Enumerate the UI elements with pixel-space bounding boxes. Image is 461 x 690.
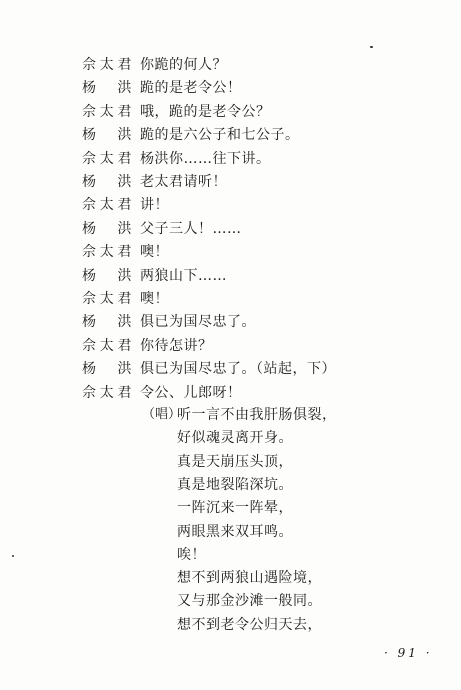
lyric-line: 一阵沉来一阵晕， (177, 500, 293, 516)
speaker-name: 佘 太 君 (82, 385, 132, 401)
speaker-name: 杨 洪 (82, 268, 132, 284)
lyric-line: 听一言不由我肝肠俱裂， (177, 407, 337, 423)
speaker-name: 杨 洪 (82, 174, 132, 190)
ink-speck (12, 555, 14, 557)
speaker-name: 佘 太 君 (82, 104, 132, 120)
speaker-name: 杨 洪 (82, 314, 132, 330)
sing-cue: （唱） (142, 407, 182, 422)
speech-text: 俱已为国尽忠了。（站起，下） (140, 361, 336, 377)
speaker-name: 佘 太 君 (82, 291, 132, 307)
speech-text: 你待怎讲？ (140, 338, 213, 354)
speech-text: 跪的是老令公！ (140, 80, 242, 96)
page-number: · 91 · (384, 646, 433, 660)
speech-text: 老太君请听！ (140, 174, 227, 190)
speech-text: 杨洪你……往下讲。 (140, 151, 271, 167)
speaker-name: 佘 太 君 (82, 244, 132, 260)
speech-text: 跪的是六公子和七公子。 (140, 127, 300, 143)
speech-text: 令公、儿郎呀！ (140, 385, 242, 401)
lyric-line: 两眼黑来双耳鸣。 (177, 524, 293, 540)
speech-text: 你跪的何人？ (140, 57, 227, 73)
speech-text: 噢！ (140, 291, 169, 307)
speaker-name: 杨 洪 (82, 127, 132, 143)
speech-text: 噢！ (140, 244, 169, 260)
lyric-line: 真是地裂陷深坑。 (177, 477, 293, 493)
ink-speck (370, 46, 373, 48)
lyric-line: 想不到老令公归天去， (177, 617, 322, 633)
lyric-line: 好似魂灵离开身。 (177, 430, 293, 446)
speech-text: 两狼山下…… (140, 268, 227, 284)
speech-text: 俱已为国尽忠了。 (140, 314, 256, 330)
speaker-name: 佘 太 君 (82, 338, 132, 354)
speaker-name: 杨 洪 (82, 361, 132, 377)
speaker-name: 佘 太 君 (82, 57, 132, 73)
speech-text: 父子三人！…… (140, 221, 242, 237)
speaker-name: 佘 太 君 (82, 151, 132, 167)
speaker-name: 佘 太 君 (82, 197, 132, 213)
speaker-name: 杨 洪 (82, 221, 132, 237)
lyric-line: 唉！ (177, 547, 206, 563)
speech-text: 讲！ (140, 197, 169, 213)
speaker-name: 杨 洪 (82, 80, 132, 96)
speech-text: 哦，跪的是老令公？ (140, 104, 271, 120)
lyric-line: 又与那金沙滩一般同。 (177, 593, 322, 609)
lyric-line: 真是天崩压头顶， (177, 454, 293, 470)
lyric-line: 想不到两狼山遇险境， (177, 570, 322, 586)
